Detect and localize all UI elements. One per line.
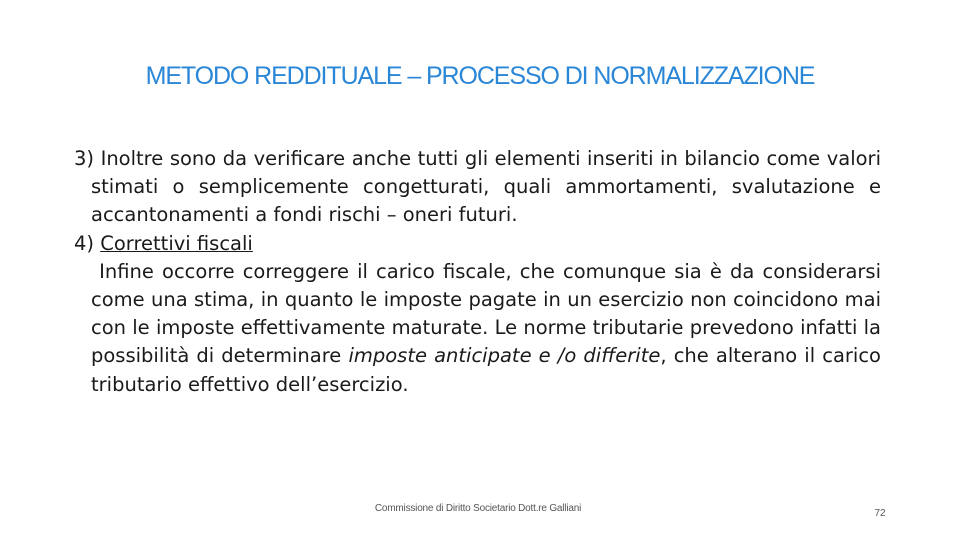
slide-title: METODO REDDITUALE – PROCESSO DI NORMALIZZAZIONE	[145, 62, 815, 90]
page-number: 72	[874, 508, 886, 519]
point-4-heading-text: Correttivi fiscali	[100, 231, 253, 255]
point-4-paragraph	[74, 258, 881, 399]
point-4-text-end: , che alterano il carico tributario effettivo dell’esercizio.	[91, 344, 881, 396]
point-3-paragraph: 3) Inoltre sono da verificare anche tutti gli elementi inseriti in bilancio come valori stimati o semplicemente congetturati, quali ammortamenti, svalutazione e accantonamenti a fondi rischi – oneri futuri.	[74, 147, 881, 227]
footer-text: Commissione di Diritto Societario Dott.re Galliani	[374, 503, 582, 514]
point-4-text-start: Infine occorre correggere il carico fiscale, che comunque sia è da considerarsi come una stima, in quanto le imposte pagate in un esercizio non coincidono mai con le imposte effettivamente maturate. Le norme tributarie prevedono infatti la possibilità di determinare	[91, 259, 881, 368]
point-4-number: 4)	[74, 231, 101, 255]
slide-body	[74, 145, 881, 399]
point-4-text-italic: imposte anticipate e /o differite	[348, 344, 661, 368]
point-4-heading	[74, 230, 881, 258]
